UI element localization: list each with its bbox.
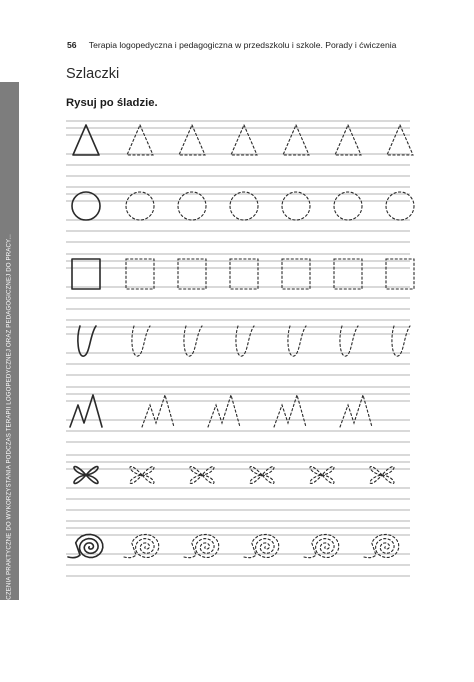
s-curve-trace-shape bbox=[132, 326, 150, 356]
triangle-trace-shape bbox=[283, 125, 309, 155]
square-model-shape bbox=[72, 259, 100, 289]
square-trace-shape bbox=[178, 259, 206, 289]
triangle-trace-shape bbox=[387, 125, 413, 155]
s-curve-trace-shape bbox=[392, 326, 410, 356]
side-band-text: ĆWICZENIA PRAKTYCZNE DO WYKORZYSTANIA PODCZAS TERAPII LOGOPEDYCZNEJ ORAZ PEDAGOGICZNEJ DO PRACY... bbox=[5, 234, 13, 613]
running-title: Terapia logopedyczna i pedagogiczna w przedszkolu i szkole. Porady i ćwiczenia bbox=[88, 40, 397, 50]
page-number: 56 bbox=[67, 40, 77, 50]
circle-trace-shape bbox=[334, 192, 362, 220]
square-trace-shape bbox=[282, 259, 310, 289]
triangle-trace-shape bbox=[231, 125, 257, 155]
ruled-lines bbox=[66, 121, 410, 576]
circle-trace-shape bbox=[282, 192, 310, 220]
page-title: Szlaczki bbox=[66, 66, 120, 82]
square-trace-shape bbox=[126, 259, 154, 289]
circle-trace-shape bbox=[230, 192, 258, 220]
s-curve-trace-shape bbox=[236, 326, 254, 356]
circle-trace-shape bbox=[178, 192, 206, 220]
square-trace-shape bbox=[230, 259, 258, 289]
triangle-trace-shape bbox=[335, 125, 361, 155]
triangle-model-shape bbox=[73, 125, 99, 155]
s-curve-trace-shape bbox=[288, 326, 306, 356]
square-trace-shape bbox=[386, 259, 414, 289]
square-trace-shape bbox=[334, 259, 362, 289]
zigzag-peaks-trace-shape bbox=[340, 395, 372, 427]
circle-trace-shape bbox=[386, 192, 414, 220]
circle-model-shape bbox=[72, 192, 100, 220]
zigzag-peaks-trace-shape bbox=[274, 395, 306, 427]
triangle-trace-shape bbox=[179, 125, 205, 155]
s-curve-model-shape bbox=[78, 326, 96, 356]
s-curve-trace-shape bbox=[184, 326, 202, 356]
zigzag-peaks-model-shape bbox=[70, 395, 102, 427]
instruction: Rysuj po śladzie. bbox=[66, 97, 158, 109]
s-curve-trace-shape bbox=[340, 326, 358, 356]
tracing-patterns bbox=[68, 125, 414, 558]
triangle-trace-shape bbox=[127, 125, 153, 155]
circle-trace-shape bbox=[126, 192, 154, 220]
zigzag-peaks-trace-shape bbox=[208, 395, 240, 427]
zigzag-peaks-trace-shape bbox=[142, 395, 174, 427]
